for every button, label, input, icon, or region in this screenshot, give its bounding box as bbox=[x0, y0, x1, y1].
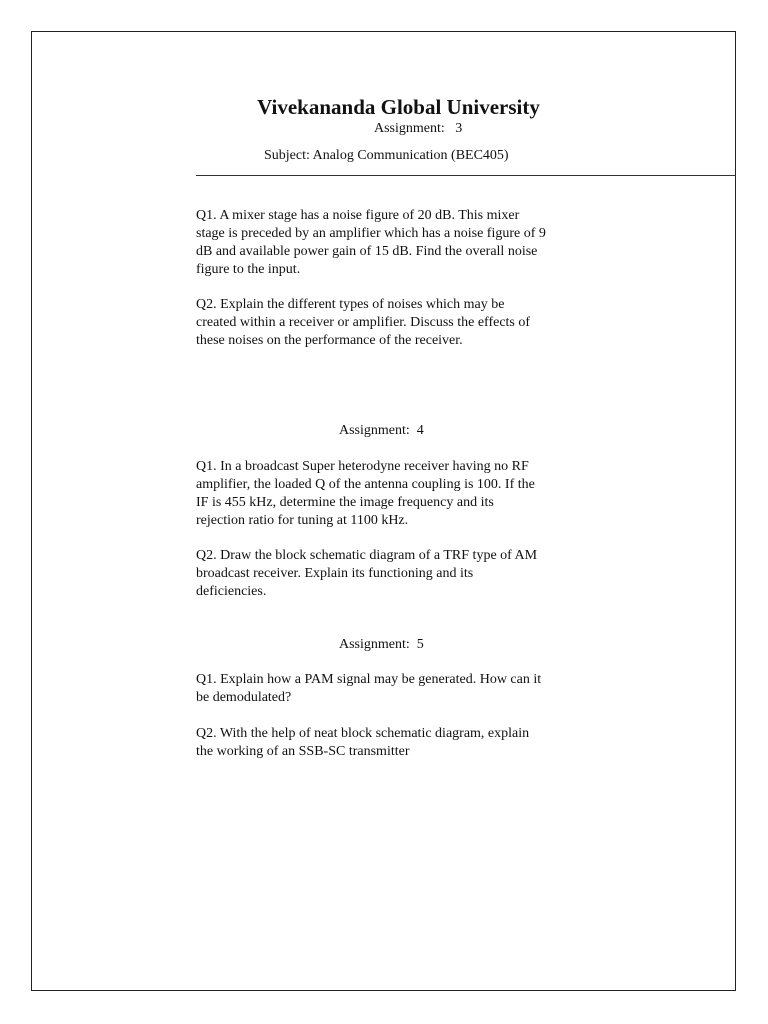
subject-line: Subject: Analog Communication (BEC405) bbox=[264, 148, 509, 163]
assignment-3-heading: Assignment: 3 bbox=[374, 121, 463, 136]
assignment-3-question-2: Q2. Explain the different types of noises which may be created within a receiver or amplifier. Discuss the effects of these noises on the performance of the receiver. bbox=[196, 297, 531, 348]
assignment-4-heading: Assignment: 4 bbox=[339, 423, 424, 438]
university-title: Vivekananda Global University bbox=[257, 95, 540, 119]
assignment-3-question-1: Q1. A mixer stage has a noise figure of 20 dB. This mixer stage is preceded by an amplifier which has a noise figure of 9 dB and available power gain of 15 dB. Find the overall noise figure to the input. bbox=[196, 208, 546, 277]
assignment-5-heading: Assignment: 5 bbox=[339, 637, 424, 652]
assignment-5-question-2: Q2. With the help of neat block schematic diagram, explain the working of an SSB-SC transmitter bbox=[196, 726, 530, 759]
header-divider bbox=[196, 175, 736, 176]
assignment-4-question-1: Q1. In a broadcast Super heterodyne receiver having no RF amplifier, the loaded Q of the antenna coupling is 100. If the IF is 455 kHz, determine the image frequency and its rejection ratio for tuning at 1100 kHz. bbox=[196, 459, 535, 528]
assignment-4-question-2: Q2. Draw the block schematic diagram of a TRF type of AM broadcast receiver. Explain its functioning and its deficiencies. bbox=[196, 548, 538, 599]
assignment-5-question-1: Q1. Explain how a PAM signal may be generated. How can it be demodulated? bbox=[196, 672, 542, 705]
